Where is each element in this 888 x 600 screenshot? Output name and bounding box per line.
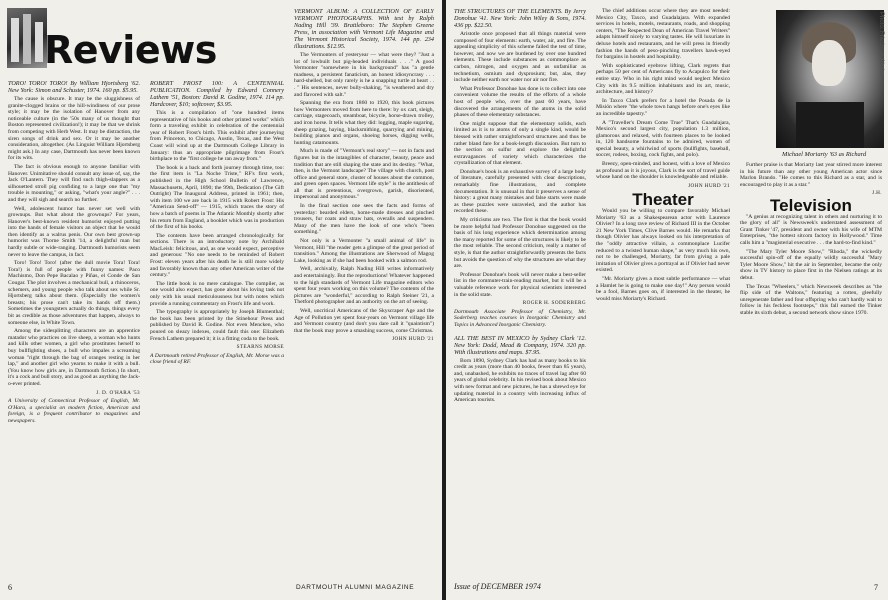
review-toro <box>8 80 140 582</box>
reviewer-note: Dartmouth Associate Professor of Chemistry, Mr. Soderberg teaches courses in Inorganic Chemistry and Topics in Advanced Inorganic Chemistry. <box>454 308 586 328</box>
review-paragraph: Well, adolescent humor has never set well with grownups. But what about the grownups? For years, Hanover's best-known resident humorist enjoyed putting into the hands of female visitors an object that he would then identify as a walrus penis. Our own best grown-up humorist was Thorne Smith '14, a delightful man but hardly subtle or wide-ranging. Dartmouth humorists seem never to leave the campus, in fact. <box>8 205 140 258</box>
review-paragraph: The book is a back and forth journey through time, too: the first item is "La Noche Triste," RF's first work, published in the High School Bulletin of Lawrence, Massachusetts, April, 1890; the 99th, Dedication (The Gift Outright) The Inaugural Address, printed in 1961; then, with item 100 we are back in 1915 with Robert Frost: His "American Send-off" — 1915, which traces the story of how a batch of poems in The Atlantic Monthly shortly after his return from England, a booklet which was in production of the first of his books. <box>150 164 284 231</box>
review-heading: VERMONT ALBUM: A COLLECTION OF EARLY VERMONT PHOTOGRAPHS. With text by Ralph Nading Hill '39. Brattleboro: The Stephen Greene Press, in association with Vermont Life Magazine and The Vermont Historical Society, 1974. 144 pp. 234 illustrations. $12.95. <box>294 8 434 50</box>
page-number: 7 <box>874 583 878 592</box>
review-signature: ROGER H. SODERBERG <box>522 300 586 307</box>
review-paragraph: "A genius at recognizing talent in others and nurturing it to the glory of all" is Newsweek's understated assessment of Grant Tinker '47, president and owner with his wife of MTM Enterprises, "the hottest sitcom factory in Hollywood." Time calls him a "magisterial executive . . . the hard-to-find kind." <box>740 213 882 246</box>
book-spine <box>35 22 43 62</box>
review-paragraph: My criticisms are two. The first is that the book would be more helpful had Professor Donohue suggested on the basis of his long experience which determination among the many reported for some of the structures is likely to be the most reliable. The second criticism, really a matter of style, is that the author straightforwardly presents the facts but avoids the question of why the structures are what they are. <box>454 217 586 270</box>
review-heading: ALL THE BEST IN MEXICO by Sydney Clark '12. New York: Dodd, Mead & Company, 1974. 320 pp. With illustrations and maps. $7.95. <box>454 334 586 356</box>
review-paragraph: Well, archivally, Ralph Nading Hill writes informatively and entertainingly. But the reproductions! Whatever happened to the high standards of Vermont Life magazine editors who spent four years working on this volume? The contents of the pictures are "wonderful," according to Ralph Steiner '21, a Thetford photographer and an authority on the art of seeing. <box>294 266 434 306</box>
review-signature: JOHN HURD '21 <box>392 336 434 343</box>
review-paragraph: Donohue's book is an exhaustive survey of a large body of literature, carefully presented with clear descriptions, remarkably fine illustrations, and complete documentation. It is unusual in that it preserves a sense of history: a great many mistakes and false starts were made as these puzzles were unraveled, and the author has recorded these. <box>454 168 586 215</box>
review-heading: THE STRUCTURES OF THE ELEMENTS. By Jerry Donohue '41. New York: John Wiley & Sons, 1974. 436 pp. $22.50. <box>454 8 586 29</box>
review-heading: ROBERT FROST 100: A CENTENNIAL PUBLICATION. Compiled by Edward Connery Lathem '51, Boston: David R. Godine, 1974. 114 pp. Hardcover, $10; softcover, $3.95. <box>150 80 284 108</box>
review-paragraph: The fact is obvious enough to anyone familiar with Hanover. Unimitative should consult any issue of, say, the Jack O'Lantern. They will find such thigh-slappers as a silhouetted stroll pig confiding to a large one that "my trouble is mounting," or asking, "what's your angle?" . . . and they will sigh and search no further. <box>8 163 140 203</box>
review-paragraph: Well, uncritical Americans of the Skyscraper Age and the Age of Pollution yet spent four-years on Vermont village life and Vermont country (and don't you dare call it "quaintism") that the book may prove a smashing success, come Christmas. <box>294 307 434 334</box>
review-paragraph: What Professor Donohue has done is to collect into one convenient volume the results of the efforts of a whole host of people who, over the past 60 years, have discovered the arrangements of the atoms in the solid phases of these elementary substances. <box>454 85 586 119</box>
review-theater-tv <box>740 162 882 574</box>
review-paragraph: The Vermonters of yesteryear — what were they? "Just a lot of lowbuilt but pig-headed individuals . . ." A good Vermonter "somewhere in his background" has "a gentle madness, a persistent fanaticism, an honest idiosyncrasy . . . hard-shelled, but only rarely is he a snapping turtle at heart . . . " His sentences, never bully-shaking, "is weathered and dry and flavored with salt." <box>294 52 434 98</box>
photo-costume <box>796 102 864 148</box>
review-signature: STEARNS MORSE <box>236 344 284 351</box>
left-page <box>0 0 442 600</box>
review-paragraph: "Mr. Moriarty gives a most subtle performance — what a Hamlet he is going to make one day!" Any person would be a fool, Barnes goes on, if interested in the theater, he would miss Moriarty's Richard. <box>596 275 730 302</box>
review-paragraph: The chief additions occur where they are most needed: Mexico City, Taxco, and Guadalajara. With expanded services in hotels, motels, restaurants, roads, and shopping centers, "The Respected Dean of American Travel Writers" adapts himself nicely to varying tastes. He will luxuriate in deluxe hotels and restaurants, and he will press in friendly fashion the hands of peso-pinching travellers hawk-eyed for bargains in hostels and hospitality. <box>596 8 730 61</box>
review-paragraph: Not only is a Vermonter "a small animal of life" in Vermont, Hill "the reader gets a glimpse of the great period of transition." Among the illustrations are Sherwood of Magog Lake, looking as if she had been hooked with a salmon rod. <box>294 238 434 264</box>
review-paragraph: In Taxco Clark prefers for a hotel the Posada de la Misión where "the whole town hangs before one's eyes like an incredible tapestry." <box>596 97 730 117</box>
review-paragraph: The contents have been arranged chronologically for sections. There is an introductory note by Archibald MacLeish: felicitous, and, as one would expect, perceptive and generous: "No one needs to be reminded of Robert Frost: eleven years after his death he is still more widely and favorably known than any other American writer of the century." <box>150 232 284 279</box>
review-paragraph: With sophisticated eyebrow lifting, Clark regrets that perhaps 50 per cent of Americans fly to Acapulco for their entire stay. Who in his right mind would neglect Mexico City with its 9.5 million inhabitants and its art, music, architecture, and history? <box>596 62 730 96</box>
reviewer-note: A Dartmouth retired Professor of English, Mr. Morse was a close friend of RF. <box>150 352 284 366</box>
review-elements <box>454 8 586 574</box>
review-paragraph: Aristotle once proposed that all things material were composed of four elements: earth, water, air, and fire. The appealing simplicity of this scheme failed the test of time, however, and now we are burdened by over one hundred elements. These include substances as commonplace as carbon, nitrogen, and oxygen and as unfamiliar as technetium, osmium and dysprosium; but, alas, they include neither earth nor water nor air nor fire. <box>454 31 586 84</box>
review-paragraph: Toro! Toro! Toro! (after the dull movie Tora! Tora! Tora!) is full of people with funny names: Paco Machismo, Don Pepe Bacalao y Piñas, el Conde de San Cougar. The plot involves a mechanical bull, a rhinoceros, schemers, and young people who talk about sex while Sr. Hjortsberg talks about them. (Especially the women's breasts; his prose can't take its hands off them.) Sometimes the youngsters actually do things, things every bit as credible as those adventures that happen, always to someone else, in White Town. <box>8 260 140 326</box>
book-spine <box>23 14 31 64</box>
review-signature: JOHN HURD '21 <box>688 182 730 189</box>
book-spine <box>11 18 19 62</box>
review-paragraph: In the final section one sees the facts and forms of yesterday: bearded elders, home-made dresses and pinched trousers, fur coats and straw hats, overalls and suspenders. Many of the men have the look of one who's "been something." <box>294 203 434 236</box>
review-signature: J.H. <box>872 190 882 197</box>
review-paragraph: Professor Donohue's book will never make a best-seller list in the commuter-train-reading market, but it will be a valuable reference work for physical scientists interested in the solid state. <box>454 271 586 298</box>
review-paragraph: Breezy, open-minded, and honest, with a love of Mexico as profound as it is joyous, Clark is the sort of travel guide whose hand on the shoulder is knowledgeable and reliable. <box>596 161 730 181</box>
page-title: Reviews <box>44 28 217 72</box>
review-paragraph: Much is made of "Vermont's real story" — not in facts and figures but in the intangibles of character, beauty, peace and tradition that are still shaping the state and its destiny. "What, then, is the Vermont landscape? The village with church, post office and general store, cluster of houses about the common, and green open spaces. Vermont life style" is the antithesis of all that is pretentious, overgrown, garish, disoriented, impersonal and anonymous." <box>294 148 434 201</box>
photo-caption: Michael Moriarty '63 as Richard <box>782 151 867 158</box>
review-heading: TORO! TORO! TORO! By William Hjortsberg '62. New York: Simon and Schuster, 1974. 160 pp. $5.95. <box>8 80 140 94</box>
running-foot: Issue of DECEMBER 1974 <box>454 582 541 591</box>
review-paragraph: This is a compilation of "one hundred items representative of his books and other printed works" which form a traveling exhibit in celebration of the centennial year of Robert Frost's birth. This exhibit after journeying from Princeton, to Chicago, Austin, Texas, and the West Coast will wind up at the Dartmouth College Library in January: thus an appropriate pilgrimage from Frost's birthplace to the "first college he ran away from." <box>150 110 284 163</box>
photo-face <box>812 40 846 86</box>
section-heading-theater: Theater <box>632 190 694 210</box>
moriarty-photo <box>776 10 884 148</box>
review-paragraph: The Texas "Wheelers," which Newsweek describes as "the flip side of the Waltons," featuring a rotten, gleefully unregenerate father and four offspring who can't hardly wait to follow in his feckless footsteps," this fall earned the Tinker stable its sixth debut, a second network show since 1970. <box>740 283 882 316</box>
review-paragraph: Born 1890, Sydney Clark has had as many books to his credit as years (more than 40 books, fewer than 85 years), and, unabashed, he exhibits no traces of travel lag after 60 years of global celebrity. In his revised book about Mexico with new format and new pictures, he has a shrewd eye for updating material in a country with increasing influx of American tourists. <box>454 357 586 404</box>
review-mexico <box>596 8 730 574</box>
review-frost <box>150 80 284 582</box>
running-foot: DARTMOUTH ALUMNI MAGAZINE <box>296 584 415 591</box>
review-paragraph: Would you be willing to compare favorably Michael Moriarty '63 as a Shakespearean actor with Laurence Olivier? In a long rave review of Richard III in the October 21 New York Times, Clive Barnes would. He remarks that though Olivier has always looked on his interpretation of the "oddly attractive villain, a commonplace Lucifer reduced to a twisted human shape," as very much his own, not to be challenged, Moriarty, far from giving a pale imitation of Olivier gives a portrayal as if Olivier had never existed. <box>596 208 730 274</box>
review-paragraph: One might suppose that the elementary solids, each limited as it is to atoms of only a single kind, would be blessed with rather straightforward structures and thus be rather bland fare for a book-length discussion. But turn to the section on sulfur and explore the delightful extravagances of variety which characterizes the crystallization of that element. <box>454 120 586 167</box>
page-number: 6 <box>8 583 12 592</box>
books-photo <box>7 8 47 68</box>
review-paragraph: The typography is appropriately by Joseph Blumenthal; the book has been printed by the Stinehour Press and published by David R. Godine. Not even Mencken, who poured on sleazy indexes, could fault this one: Elizabeth French Lathem prepared it; it is a fitting coda to the book. <box>150 309 284 342</box>
photo-credit: Photo: Friedman-Abeles <box>878 12 884 77</box>
review-paragraph: Among the sidesplitting characters are an apprentice matador who practices on live sheep, a woman who hunts and kills other women, a girl who prostitutes herself to buy bullfighting shoes, a bull who impales a screaming woman "right through the bag of oranges resting in her lap," and another girl who yearns to make it with a bull. (You know how girls are, in Dartmouth fiction.) In short, it's a cock and bull story, and as good as anything the Jack-o-ever printed. <box>8 328 140 387</box>
right-page <box>446 0 888 600</box>
review-paragraph: Further praise is that Moriarty last year stirred more interest in his future than any other young American actor since Marlon Brando. "He comes to this Richard as a star, and is encouraged to play it as a star." <box>740 162 882 188</box>
review-paragraph: The cause is obscure. It may be the sluggishness of granite-clogged brains or the hill-windiness of our prose style; it may be the isolation of Hanover from any noticeable culture (in the '50s many of us thought that Boston represented civilization!); it may be that we shrink from competing with Herb West. It may be distraction, the siren songs of drink and sex. Or it may be another consideration, altogether. (As Linguist William Hjortsberg might ask.) In any case, Dartmouth has never been known for its wits. <box>8 96 140 162</box>
review-paragraph: The little book is no mere catalogue. The compiler, as one would also expect, has gone about his loving task not only with his usual meticulousness but with notes which provide a running commentary on Frost's life and work. <box>150 280 284 307</box>
reviewer-note: A University of Connecticut Professor of English, Mr. O'Hara, a specialist on modern fiction, American and foreign, is a frequent contributor to magazines and newspapers. <box>8 398 140 424</box>
review-paragraph: Spanning the era from 1860 to 1920, this book pictures how Vermonters moved from here to there: by ox cart, sleigh, carriage, stagecoach, steamboat, bicycle, horse-drawn trolley, and iron horse. It tells what they did: logging, maple sugaring, sheep grazing, haying, blacksmithing, quarrying and mining, building pianos and organs, shoeing horses, digging wells, hunting catamounts. <box>294 100 434 146</box>
review-paragraph: A "Traveller's Dream Come True" That's Guadalajara, Mexico's second largest city, population 1.3 million, glamorous and relaxed, with fourteen places to be looked in, 120 handsome fountains to be admired, women of special beauty, a whirlwind of sports (bullfights, baseball, soccer, rodeos, boxing, cock fights, and polo). <box>596 119 730 159</box>
review-vermont <box>294 8 434 574</box>
section-heading-television: Television <box>770 195 852 215</box>
review-signature: J. D. O'HARA '53 <box>96 389 140 396</box>
review-paragraph: "The Mary Tyler Moore Show," "Rhoda," the wickedly successful spin-off of the equally wildly successful "Mary Tyler Moore Show," hit the air in September, became the only show in TV history to place first in the Nielsen ratings at its debut. <box>740 248 882 281</box>
